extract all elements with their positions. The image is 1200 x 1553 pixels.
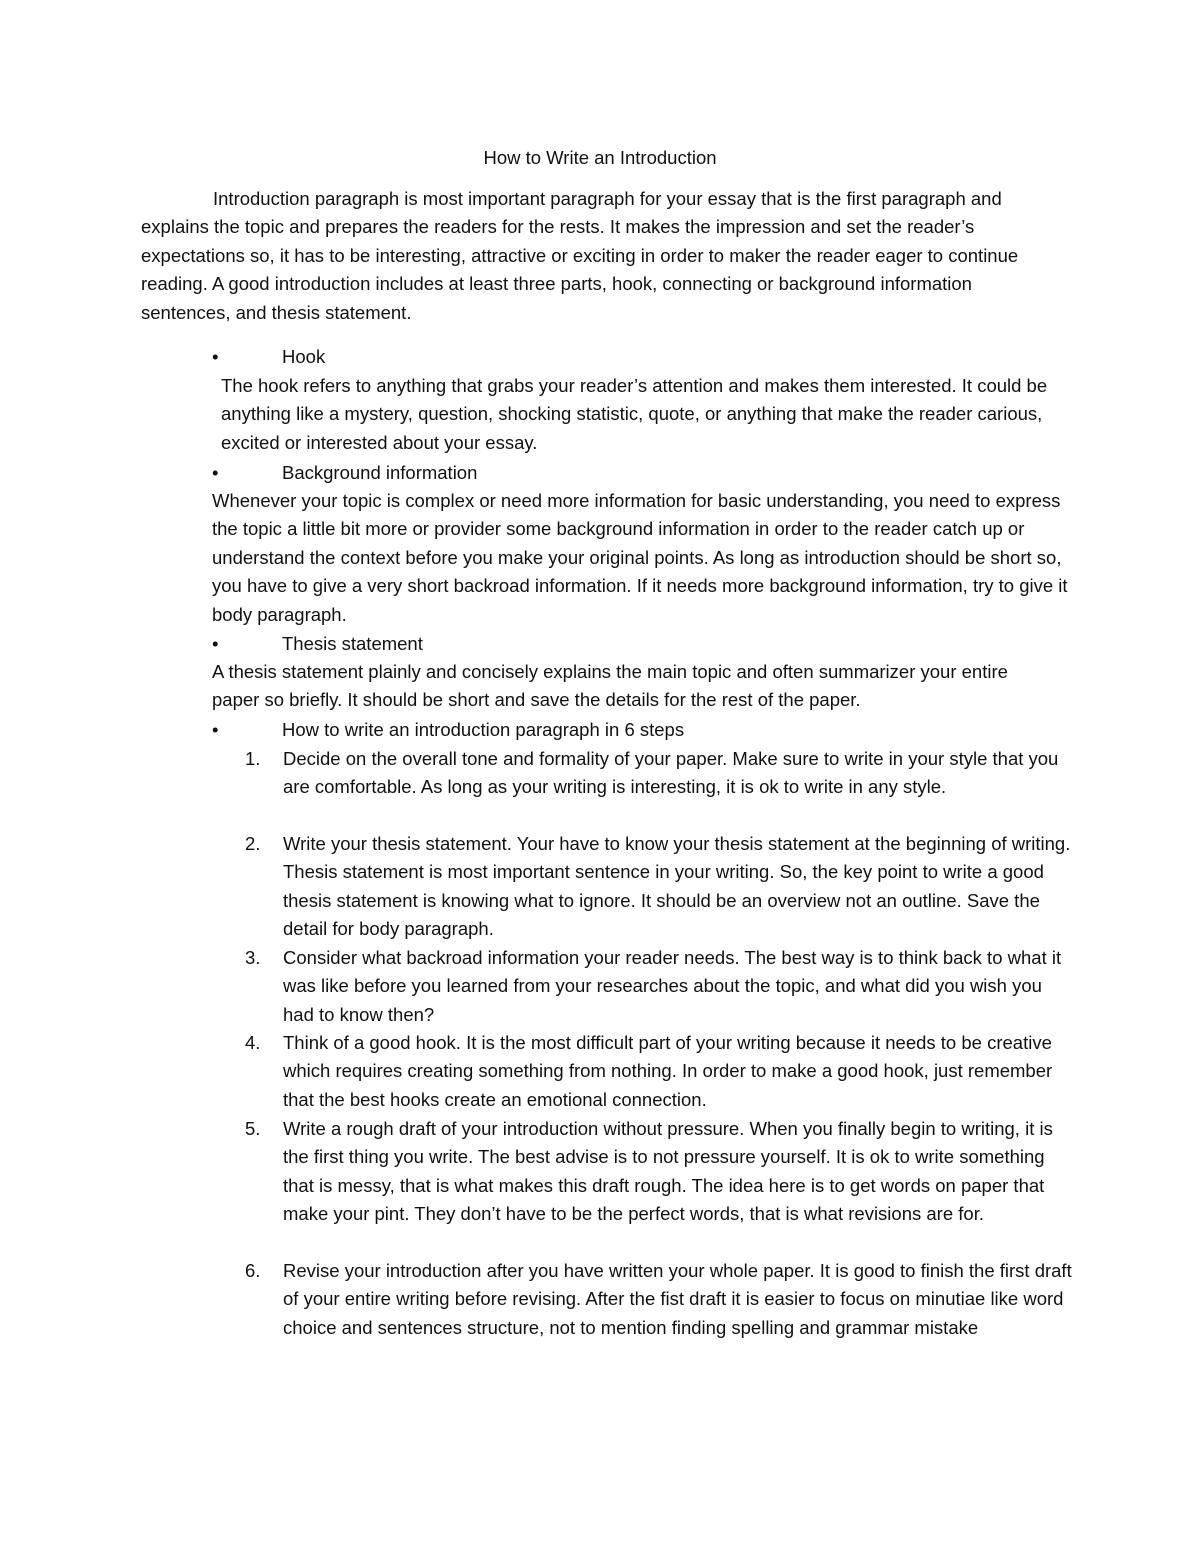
numbered-step: [245, 830, 1075, 944]
bullet-icon: •: [212, 462, 219, 483]
bullet-item-hook: [212, 343, 325, 371]
step-text: Write a rough draft of your introduction without pressure. When you finally begin to writing, it is the first thing you write. The best advise is to not pressure yourself. It is ok to write something that is messy, that is what makes this draft rough. The idea here is to get words on paper that make your pint. They don’t have to be the perfect words, that is what revisions are for.: [283, 1118, 1053, 1225]
step-number: 1.: [245, 748, 261, 769]
step-number: 2.: [245, 833, 261, 854]
step-text: Decide on the overall tone and formality of your paper. Make sure to write in your style that you are comfortable. As long as your writing is interesting, it is ok to write in any style.: [283, 748, 1059, 798]
section-heading-thesis: Thesis statement: [282, 633, 423, 654]
step-text: Write your thesis statement. Your have to know your thesis statement at the beginning of writing. Thesis statement is most important sentence in your writing. So, the key point to write a good thesis statement is knowing what to ignore. It should be an overview not an outline. Save the detail for body paragraph.: [283, 833, 1071, 940]
section-body-hook: The hook refers to anything that grabs your reader’s attention and makes them interested. It could be anything like a mystery, question, shocking statistic, quote, or anything that make the reader carious, excited or interested about your essay.: [221, 375, 1048, 453]
numbered-step: [245, 944, 1075, 1029]
section-heading-steps: How to write an introduction paragraph in 6 steps: [282, 719, 685, 740]
section-body-background: Whenever your topic is complex or need more information for basic understanding, you need to express the topic a little bit more or provider some background information in order to the reader catch up or understand the context before you make your original points. As long as introduction should be short so, you have to give a very short backroad information. If it needs more background information, try to give it body paragraph.: [212, 490, 1068, 625]
bullet-item-steps: [212, 716, 684, 744]
section-heading-hook: Hook: [282, 346, 326, 367]
section-body-thesis: A thesis statement plainly and concisely explains the main topic and often summarizer your entire paper so briefly. It should be short and save the details for the rest of the paper.: [212, 661, 1008, 711]
step-number: 4.: [245, 1032, 261, 1053]
intro-paragraph: Introduction paragraph is most important paragraph for your essay that is the first paragraph and explains the topic and prepares the readers for the rests. It makes the impression and set the reader’s expectations so, it has to be interesting, attractive or exciting in order to maker the reader eager to continue reading. A good introduction includes at least three parts, hook, connecting or background information sentences, and thesis statement.: [141, 188, 1019, 323]
bullet-icon: •: [212, 719, 219, 740]
bullet-icon: •: [212, 633, 219, 654]
bullet-item-background: [212, 459, 477, 487]
step-number: 6.: [245, 1260, 261, 1281]
numbered-step: [245, 1115, 1075, 1229]
numbered-step: [245, 745, 1075, 802]
document-title: How to Write an Introduction: [483, 147, 717, 168]
step-number: 3.: [245, 947, 261, 968]
numbered-step: [245, 1029, 1075, 1114]
step-text: Consider what backroad information your reader needs. The best way is to think back to what it was like before you learned from your researches about the topic, and what did you wish you had to know then?: [283, 947, 1062, 1025]
step-text: Revise your introduction after you have written your whole paper. It is good to finish the first draft of your entire writing before revising. After the fist draft it is easier to focus on minutiae like word choice and sentences structure, not to mention finding spelling and grammar mistake: [283, 1260, 1072, 1338]
bullet-item-thesis: [212, 630, 423, 658]
bullet-icon: •: [212, 346, 219, 367]
numbered-step: [245, 1257, 1075, 1342]
step-number: 5.: [245, 1118, 261, 1139]
step-text: Think of a good hook. It is the most difficult part of your writing because it needs to be creative which requires creating something from nothing. In order to make a good hook, just remember that the best hooks create an emotional connection.: [283, 1032, 1053, 1110]
section-heading-background: Background information: [282, 462, 478, 483]
